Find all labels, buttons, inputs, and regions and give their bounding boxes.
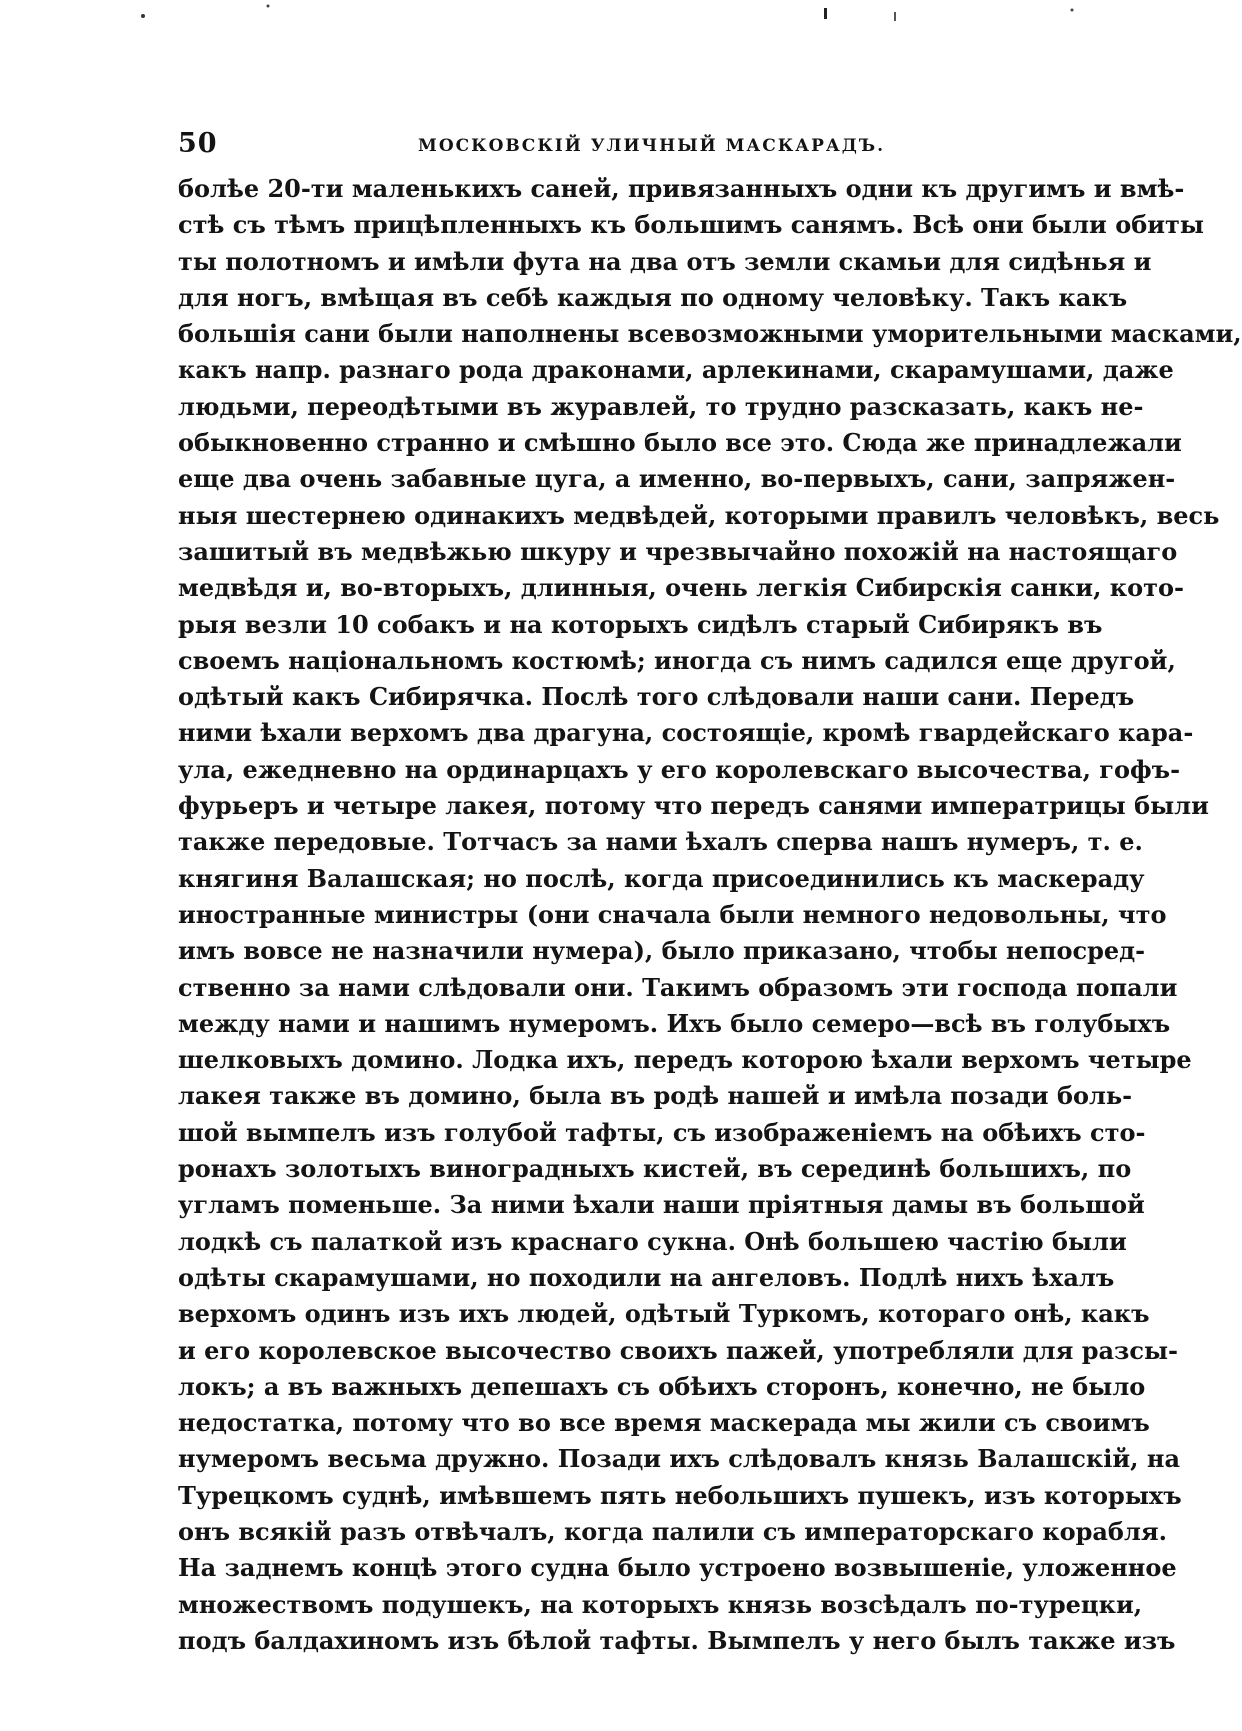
speck — [141, 14, 145, 18]
text-line: одѣтый какъ Сибирячка. Послѣ того слѣдовали наши сани. Передъ — [178, 682, 1135, 712]
page-header — [178, 128, 958, 162]
text-line: стѣ съ тѣмъ прицѣпленныхъ къ большимъ санямъ. Всѣ они были обиты — [178, 210, 1204, 240]
text-line: ними ѣхали верхомъ два драгуна, состоящіе, кромѣ гвардейскаго кара- — [178, 718, 1194, 748]
speck — [824, 8, 827, 19]
text-line: и его королевское высочество своихъ пажей, употребляли для разсы- — [178, 1335, 1178, 1365]
text-line: шой вымпелъ изъ голубой тафты, съ изображеніемъ на обѣихъ сто- — [178, 1117, 1146, 1147]
text-line: медвѣдя и, во-вторыхъ, длинныя, очень легкія Сибирскія санки, кото- — [178, 573, 1184, 603]
text-line: одѣты скарамушами, но походили на ангеловъ. Подлѣ нихъ ѣхалъ — [178, 1262, 1115, 1292]
text-line: онъ всякій разъ отвѣчалъ, когда палили съ императорскаго корабля. — [178, 1516, 1167, 1546]
text-line: какъ напр. разнаго рода драконами, арлекинами, скарамушами, даже — [178, 355, 1174, 385]
text-line: людьми, переодѣтыми въ журавлей, то трудно разсказать, какъ не- — [178, 391, 1144, 421]
text-line: рыя везли 10 собакъ и на которыхъ сидѣлъ старый Сибирякъ въ — [178, 609, 1103, 639]
text-line: лакея также въ домино, была въ родѣ нашей и имѣла позади боль- — [178, 1081, 1133, 1111]
text-line: болѣе 20-ти маленькихъ саней, привязанныхъ одни къ другимъ и вмѣ- — [178, 174, 1185, 203]
text-line: подъ балдахиномъ изъ бѣлой тафты. Вымпелъ у него былъ также изъ — [178, 1625, 1176, 1655]
text-line: фурьеръ и четыре лакея, потому что передъ санями императрицы были — [178, 791, 1209, 821]
text-line: зашитый въ медвѣжью шкуру и чрезвычайно похожій на настоящаго — [178, 536, 1178, 566]
speck — [267, 5, 270, 8]
body-text — [178, 171, 1242, 1659]
text-line: своемъ національномъ костюмѣ; иногда съ нимъ садился еще другой, — [178, 645, 1176, 675]
text-line: обыкновенно странно и смѣшно было все это. Сюда же принадлежали — [178, 428, 1182, 458]
text-line: нумеромъ весьма дружно. Позади ихъ слѣдовалъ князь Валашскій, на — [178, 1444, 1180, 1474]
text-line: лодкѣ съ палаткой изъ краснаго сукна. Онѣ большею частію были — [178, 1226, 1127, 1256]
text-line: ныя шестернею одинакихъ медвѣдей, которыми правилъ человѣкъ, весь — [178, 500, 1220, 530]
text-line: княгиня Валашская; но послѣ, когда присоединились къ маскераду — [178, 863, 1145, 893]
text-line: для ногъ, вмѣщая въ себѣ каждыя по одному человѣку. Такъ какъ — [178, 282, 1128, 312]
text-line: большія сани были наполнены всевозможными уморительными масками, — [178, 319, 1242, 349]
text-line: имъ вовсе не назначили нумера), было приказано, чтобы непосред- — [178, 936, 1146, 966]
text-line: ронахъ золотыхъ виноградныхъ кистей, въ серединѣ большихъ, по — [178, 1154, 1132, 1184]
text-line: между нами и нашимъ нумеромъ. Ихъ было семеро—всѣ въ голубыхъ — [178, 1008, 1171, 1038]
text-line: недостатка, потому что во все время маскерада мы жили съ своимъ — [178, 1408, 1150, 1438]
text-line: ты полотномъ и имѣли фута на два отъ земли скамьи для сидѣнья и — [178, 246, 1152, 276]
text-line: иностранные министры (они сначала были немного недовольны, что — [178, 899, 1167, 929]
text-line: также передовые. Тотчасъ за нами ѣхалъ сперва нашъ нумеръ, т. е. — [178, 827, 1143, 857]
text-line: локъ; а въ важныхъ депешахъ съ обѣихъ сторонъ, конечно, не было — [178, 1371, 1146, 1401]
text-line: На заднемъ концѣ этого судна было устроено возвышеніе, уложенное — [178, 1553, 1177, 1583]
text-line: верхомъ одинъ изъ ихъ людей, одѣтый Туркомъ, котораго онѣ, какъ — [178, 1299, 1150, 1329]
text-line: ула, ежедневно на ординарцахъ у его королевскаго высочества, гофъ- — [178, 754, 1181, 784]
page-number: 50 — [178, 128, 218, 159]
running-title: МОСКОВСКІЙ УЛИЧНЫЙ МАСКАРАДЪ. — [418, 136, 886, 156]
speck — [1071, 9, 1074, 12]
text-line: ственно за нами слѣдовали они. Такимъ образомъ эти господа попали — [178, 972, 1178, 1002]
text-line: множествомъ подушекъ, на которыхъ князь возсѣдалъ по-турецки, — [178, 1589, 1143, 1619]
text-line: еще два очень забавные цуга, а именно, во-первыхъ, сани, запряжен- — [178, 464, 1176, 494]
text-line: Турецкомъ суднѣ, имѣвшемъ пять небольшихъ пушекъ, изъ которыхъ — [178, 1480, 1182, 1510]
speck — [894, 12, 896, 21]
text-line: угламъ поменьше. За ними ѣхали наши пріятныя дамы въ большой — [178, 1190, 1145, 1220]
text-line: шелковыхъ домино. Лодка ихъ, передъ которою ѣхали верхомъ четыре — [178, 1045, 1192, 1075]
